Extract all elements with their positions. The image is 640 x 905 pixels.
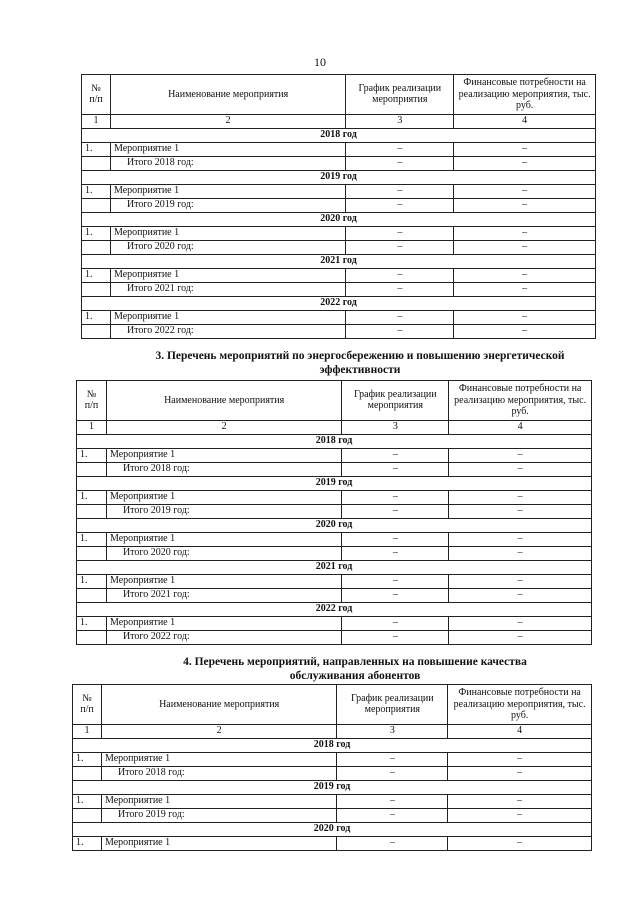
col-schedule-header: График реализации мероприятия (342, 381, 449, 421)
row-number-empty (77, 630, 107, 644)
column-number-row (77, 420, 592, 434)
year-row (77, 476, 592, 490)
total-schedule-value: – (346, 324, 454, 338)
event-row (82, 226, 596, 240)
total-schedule-value: – (346, 198, 454, 212)
total-row (82, 156, 596, 170)
event-name: Мероприятие 1 (106, 616, 341, 630)
finance-value: – (449, 616, 592, 630)
total-finance-value: – (449, 630, 592, 644)
column-number: 4 (454, 114, 596, 128)
total-schedule-value: – (346, 282, 454, 296)
event-name: Мероприятие 1 (106, 490, 341, 504)
total-row (82, 282, 596, 296)
schedule-value: – (346, 310, 454, 324)
finance-value: – (454, 226, 596, 240)
year-label: 2020 год (82, 212, 596, 226)
finance-value: – (449, 574, 592, 588)
finance-value: – (449, 532, 592, 546)
total-row (77, 630, 592, 644)
total-schedule-value: – (346, 240, 454, 254)
event-name: Мероприятие 1 (106, 532, 341, 546)
total-row (77, 588, 592, 602)
col-name-header: Наименование мероприятия (106, 381, 341, 421)
col-num-header: № п/п (82, 75, 111, 115)
year-row (73, 738, 592, 752)
year-label: 2019 год (73, 780, 592, 794)
row-number-empty (77, 588, 107, 602)
event-row (82, 268, 596, 282)
row-number: 1. (82, 226, 111, 240)
row-number: 1. (82, 184, 111, 198)
schedule-value: – (342, 574, 449, 588)
header-row (77, 381, 592, 421)
row-number: 1. (73, 836, 102, 850)
column-number-row (82, 114, 596, 128)
total-finance-value: – (454, 240, 596, 254)
row-number: 1. (77, 448, 107, 462)
finance-value: – (454, 268, 596, 282)
col-schedule-header: График реализации мероприятия (337, 685, 448, 725)
events-table-1 (81, 74, 596, 339)
finance-value: – (449, 448, 592, 462)
year-label: 2019 год (82, 170, 596, 184)
finance-value: – (448, 794, 592, 808)
year-row (82, 170, 596, 184)
column-number: 2 (110, 114, 345, 128)
schedule-value: – (337, 836, 448, 850)
row-number: 1. (73, 752, 102, 766)
event-name: Мероприятие 1 (110, 184, 345, 198)
total-schedule-value: – (342, 546, 449, 560)
year-label: 2021 год (82, 254, 596, 268)
section-3-title (120, 349, 600, 377)
total-finance-value: – (449, 546, 592, 560)
col-finance-header: Финансовые потребности на реализацию мероприятия, тыс. руб. (448, 685, 592, 725)
row-number: 1. (82, 142, 111, 156)
year-row (77, 560, 592, 574)
header-row (82, 75, 596, 115)
row-number-empty (82, 324, 111, 338)
col-finance-header: Финансовые потребности на реализацию мероприятия, тыс. руб. (454, 75, 596, 115)
year-row (73, 822, 592, 836)
year-row (82, 212, 596, 226)
row-number: 1. (77, 574, 107, 588)
schedule-value: – (346, 142, 454, 156)
event-row (82, 310, 596, 324)
section-3-title-line2: эффективности (319, 364, 401, 376)
event-row (73, 752, 592, 766)
event-name: Мероприятие 1 (110, 310, 345, 324)
schedule-value: – (337, 794, 448, 808)
section-3-title-line1: 3. Перечень мероприятий по энергосбережению и повышению энергетической (155, 350, 565, 362)
total-row (73, 766, 592, 780)
total-finance-value: – (454, 156, 596, 170)
total-schedule-value: – (342, 504, 449, 518)
total-label: Итого 2020 год: (110, 240, 345, 254)
row-number: 1. (77, 490, 107, 504)
total-row (82, 324, 596, 338)
section-4-title (140, 655, 570, 683)
total-label: Итого 2019 год: (101, 808, 336, 822)
row-number-empty (73, 808, 102, 822)
schedule-value: – (342, 616, 449, 630)
column-number: 3 (342, 420, 449, 434)
total-finance-value: – (448, 808, 592, 822)
event-row (77, 490, 592, 504)
schedule-value: – (337, 752, 448, 766)
row-number: 1. (77, 616, 107, 630)
year-label: 2020 год (73, 822, 592, 836)
schedule-value: – (342, 490, 449, 504)
column-number: 2 (106, 420, 341, 434)
events-table-3 (72, 684, 592, 851)
event-row (77, 574, 592, 588)
total-finance-value: – (448, 766, 592, 780)
total-label: Итого 2018 год: (101, 766, 336, 780)
total-finance-value: – (449, 588, 592, 602)
row-number-empty (73, 766, 102, 780)
schedule-value: – (342, 448, 449, 462)
schedule-value: – (346, 268, 454, 282)
total-schedule-value: – (342, 462, 449, 476)
schedule-value: – (346, 226, 454, 240)
total-label: Итого 2019 год: (110, 198, 345, 212)
column-number: 2 (101, 724, 336, 738)
total-schedule-value: – (342, 630, 449, 644)
year-row (82, 296, 596, 310)
total-row (82, 240, 596, 254)
finance-value: – (449, 490, 592, 504)
total-row (82, 198, 596, 212)
row-number-empty (77, 546, 107, 560)
row-number: 1. (77, 532, 107, 546)
finance-value: – (454, 184, 596, 198)
total-finance-value: – (454, 282, 596, 296)
column-number-row (73, 724, 592, 738)
events-table-2 (76, 380, 592, 645)
total-label: Итого 2021 год: (106, 588, 341, 602)
row-number: 1. (82, 310, 111, 324)
total-finance-value: – (449, 462, 592, 476)
col-name-header: Наименование мероприятия (101, 685, 336, 725)
total-label: Итого 2021 год: (110, 282, 345, 296)
total-row (77, 462, 592, 476)
column-number: 4 (448, 724, 592, 738)
total-schedule-value: – (337, 766, 448, 780)
total-finance-value: – (454, 324, 596, 338)
total-row (77, 504, 592, 518)
year-label: 2022 год (82, 296, 596, 310)
total-label: Итого 2022 год: (106, 630, 341, 644)
schedule-value: – (342, 532, 449, 546)
year-row (77, 602, 592, 616)
row-number: 1. (73, 794, 102, 808)
page-number: 10 (314, 55, 326, 69)
total-finance-value: – (449, 504, 592, 518)
event-row (77, 616, 592, 630)
event-name: Мероприятие 1 (101, 794, 336, 808)
total-row (73, 808, 592, 822)
total-label: Итого 2022 год: (110, 324, 345, 338)
col-name-header: Наименование мероприятия (110, 75, 345, 115)
total-row (77, 546, 592, 560)
row-number-empty (82, 198, 111, 212)
schedule-value: – (346, 184, 454, 198)
total-label: Итого 2018 год: (106, 462, 341, 476)
col-num-header: № п/п (73, 685, 102, 725)
total-label: Итого 2018 год: (110, 156, 345, 170)
row-number-empty (77, 504, 107, 518)
event-name: Мероприятие 1 (106, 574, 341, 588)
year-label: 2022 год (77, 602, 592, 616)
event-row (73, 836, 592, 850)
year-label: 2019 год (77, 476, 592, 490)
col-finance-header: Финансовые потребности на реализацию мероприятия, тыс. руб. (449, 381, 592, 421)
row-number: 1. (82, 268, 111, 282)
section-4-title-line2: обслуживания абонентов (289, 670, 421, 682)
event-name: Мероприятие 1 (110, 226, 345, 240)
event-name: Мероприятие 1 (101, 752, 336, 766)
year-row (82, 254, 596, 268)
total-schedule-value: – (342, 588, 449, 602)
event-row (77, 532, 592, 546)
year-label: 2020 год (77, 518, 592, 532)
finance-value: – (454, 310, 596, 324)
year-row (77, 434, 592, 448)
column-number: 1 (77, 420, 107, 434)
event-row (82, 142, 596, 156)
column-number: 3 (346, 114, 454, 128)
event-row (73, 794, 592, 808)
column-number: 3 (337, 724, 448, 738)
event-name: Мероприятие 1 (101, 836, 336, 850)
event-name: Мероприятие 1 (106, 448, 341, 462)
row-number-empty (77, 462, 107, 476)
col-schedule-header: График реализации мероприятия (346, 75, 454, 115)
total-schedule-value: – (337, 808, 448, 822)
column-number: 4 (449, 420, 592, 434)
total-finance-value: – (454, 198, 596, 212)
year-label: 2018 год (77, 434, 592, 448)
row-number-empty (82, 156, 111, 170)
column-number: 1 (73, 724, 102, 738)
col-num-header: № п/п (77, 381, 107, 421)
event-row (82, 184, 596, 198)
column-number: 1 (82, 114, 111, 128)
header-row (73, 685, 592, 725)
event-name: Мероприятие 1 (110, 142, 345, 156)
total-label: Итого 2020 год: (106, 546, 341, 560)
year-row (77, 518, 592, 532)
finance-value: – (454, 142, 596, 156)
year-label: 2018 год (82, 128, 596, 142)
year-label: 2021 год (77, 560, 592, 574)
row-number-empty (82, 240, 111, 254)
finance-value: – (448, 752, 592, 766)
row-number-empty (82, 282, 111, 296)
finance-value: – (448, 836, 592, 850)
event-row (77, 448, 592, 462)
year-label: 2018 год (73, 738, 592, 752)
event-name: Мероприятие 1 (110, 268, 345, 282)
total-label: Итого 2019 год: (106, 504, 341, 518)
year-row (82, 128, 596, 142)
year-row (73, 780, 592, 794)
section-4-title-line1: 4. Перечень мероприятий, направленных на повышение качества (183, 656, 527, 668)
total-schedule-value: – (346, 156, 454, 170)
